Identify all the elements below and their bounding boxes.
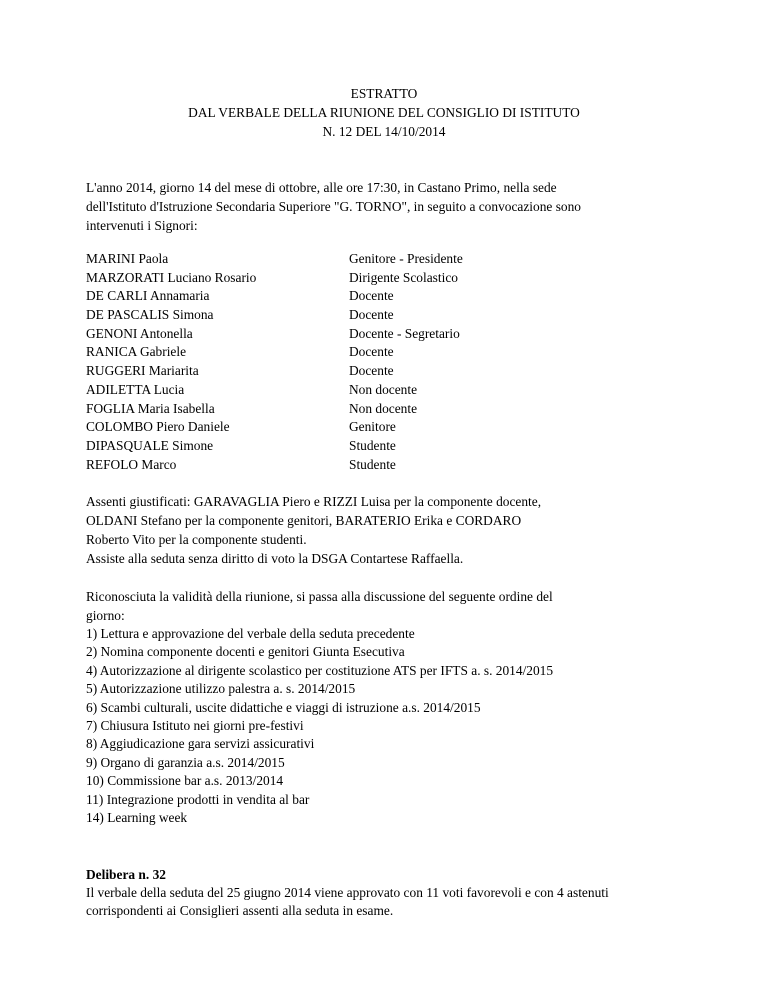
intro-line: dell'Istituto d'Istruzione Secondaria Superiore "G. TORNO", in seguito a convocazione sono [86, 199, 581, 214]
delibera-line: Il verbale della seduta del 25 giugno 2014 viene approvato con 11 voti favorevoli e con 4 astenuti [86, 885, 609, 900]
agenda-section [86, 587, 696, 827]
member-role: Genitore [349, 419, 396, 435]
absent-line: Assiste alla seduta senza diritto di voto la DSGA Contartese Raffaella. [86, 551, 464, 566]
agenda-item: 1) Lettura e approvazione del verbale della seduta precedente [86, 626, 415, 641]
member-name: FOGLIA Maria Isabella [86, 400, 215, 416]
member-row [86, 325, 686, 344]
agenda-item: 5) Autorizzazione utilizzo palestra a. s. 2014/2015 [86, 681, 356, 697]
agenda-list [86, 625, 696, 827]
header-subtitle: DAL VERBALE DELLA RIUNIONE DEL CONSIGLIO DI ISTITUTO [188, 105, 580, 120]
header-title: ESTRATTO [350, 86, 418, 101]
member-role: Genitore - Presidente [349, 251, 463, 266]
member-role: Non docente [349, 400, 418, 416]
delibera-section [86, 865, 696, 920]
member-name: COLOMBO Piero Daniele [86, 419, 230, 435]
absent-line: OLDANI Stefano per la componente genitori, BARATERIO Erika e CORDARO [86, 513, 522, 528]
member-role: Docente [349, 288, 394, 304]
delibera-line: corrispondenti ai Consiglieri assenti alla seduta in esame. [86, 903, 394, 918]
member-row [86, 381, 686, 400]
agenda-intro: Riconosciuta la validità della riunione, si passa alla discussione del seguente ordine del [86, 589, 553, 604]
member-role: Non docente [349, 381, 418, 397]
member-name: DE CARLI Annamaria [86, 288, 210, 304]
absent-paragraph [86, 492, 696, 568]
member-row [86, 437, 686, 456]
member-row [86, 362, 686, 381]
agenda-item: 6) Scambi culturali, uscite didattiche e viaggi di istruzione a.s. 2014/2015 [86, 699, 481, 715]
member-name: MARZORATI Luciano Rosario [86, 269, 257, 285]
member-role: Dirigente Scolastico [349, 269, 458, 285]
delibera-title: Delibera n. 32 [86, 867, 166, 882]
member-role: Studente [349, 437, 396, 453]
member-row [86, 456, 686, 475]
intro-paragraph [86, 178, 696, 235]
absent-line: Roberto Vito per la componente studenti. [86, 532, 307, 547]
member-row [86, 287, 686, 306]
member-role: Docente [349, 363, 394, 379]
intro-line: L'anno 2014, giorno 14 del mese di ottobre, alle ore 17:30, in Castano Primo, nella sede [86, 180, 557, 195]
agenda-item: 2) Nomina componente docenti e genitori Giunta Esecutiva [86, 644, 405, 660]
document-header [0, 84, 768, 141]
member-name: DE PASCALIS Simona [86, 307, 214, 323]
member-row [86, 418, 686, 437]
agenda-item: 10) Commissione bar a.s. 2013/2014 [86, 773, 284, 789]
agenda-item: 7) Chiusura Istituto nei giorni pre-festivi [86, 718, 304, 734]
agenda-item: 11) Integrazione prodotti in vendita al bar [86, 791, 310, 807]
agenda-item: 8) Aggiudicazione gara servizi assicurativi [86, 736, 315, 752]
absent-line: Assenti giustificati: GARAVAGLIA Piero e RIZZI Luisa per la componente docente, [86, 494, 542, 509]
member-role: Docente [349, 344, 394, 360]
member-row [86, 269, 686, 288]
agenda-item: 9) Organo di garanzia a.s. 2014/2015 [86, 754, 285, 770]
member-role: Studente [349, 456, 396, 472]
member-name: MARINI Paola [86, 251, 169, 266]
header-minutes-number: N. 12 DEL 14/10/2014 [322, 124, 446, 139]
member-name: GENONI Antonella [86, 325, 193, 341]
member-row [86, 343, 686, 362]
member-role: Docente - Segretario [349, 325, 460, 341]
agenda-intro: giorno: [86, 608, 125, 623]
intro-line: intervenuti i Signori: [86, 218, 198, 233]
member-name: DIPASQUALE Simone [86, 437, 214, 453]
member-name: REFOLO Marco [86, 456, 177, 472]
agenda-item: 14) Learning week [86, 810, 188, 826]
agenda-item: 4) Autorizzazione al dirigente scolastico per costituzione ATS per IFTS a. s. 2014/2015 [86, 662, 554, 678]
member-name: RANICA Gabriele [86, 344, 187, 360]
member-name: ADILETTA Lucia [86, 381, 185, 397]
member-role: Docente [349, 307, 394, 323]
member-name: RUGGERI Mariarita [86, 363, 199, 379]
member-row [86, 250, 686, 269]
member-row [86, 306, 686, 325]
member-row [86, 400, 686, 419]
members-list [86, 250, 686, 474]
